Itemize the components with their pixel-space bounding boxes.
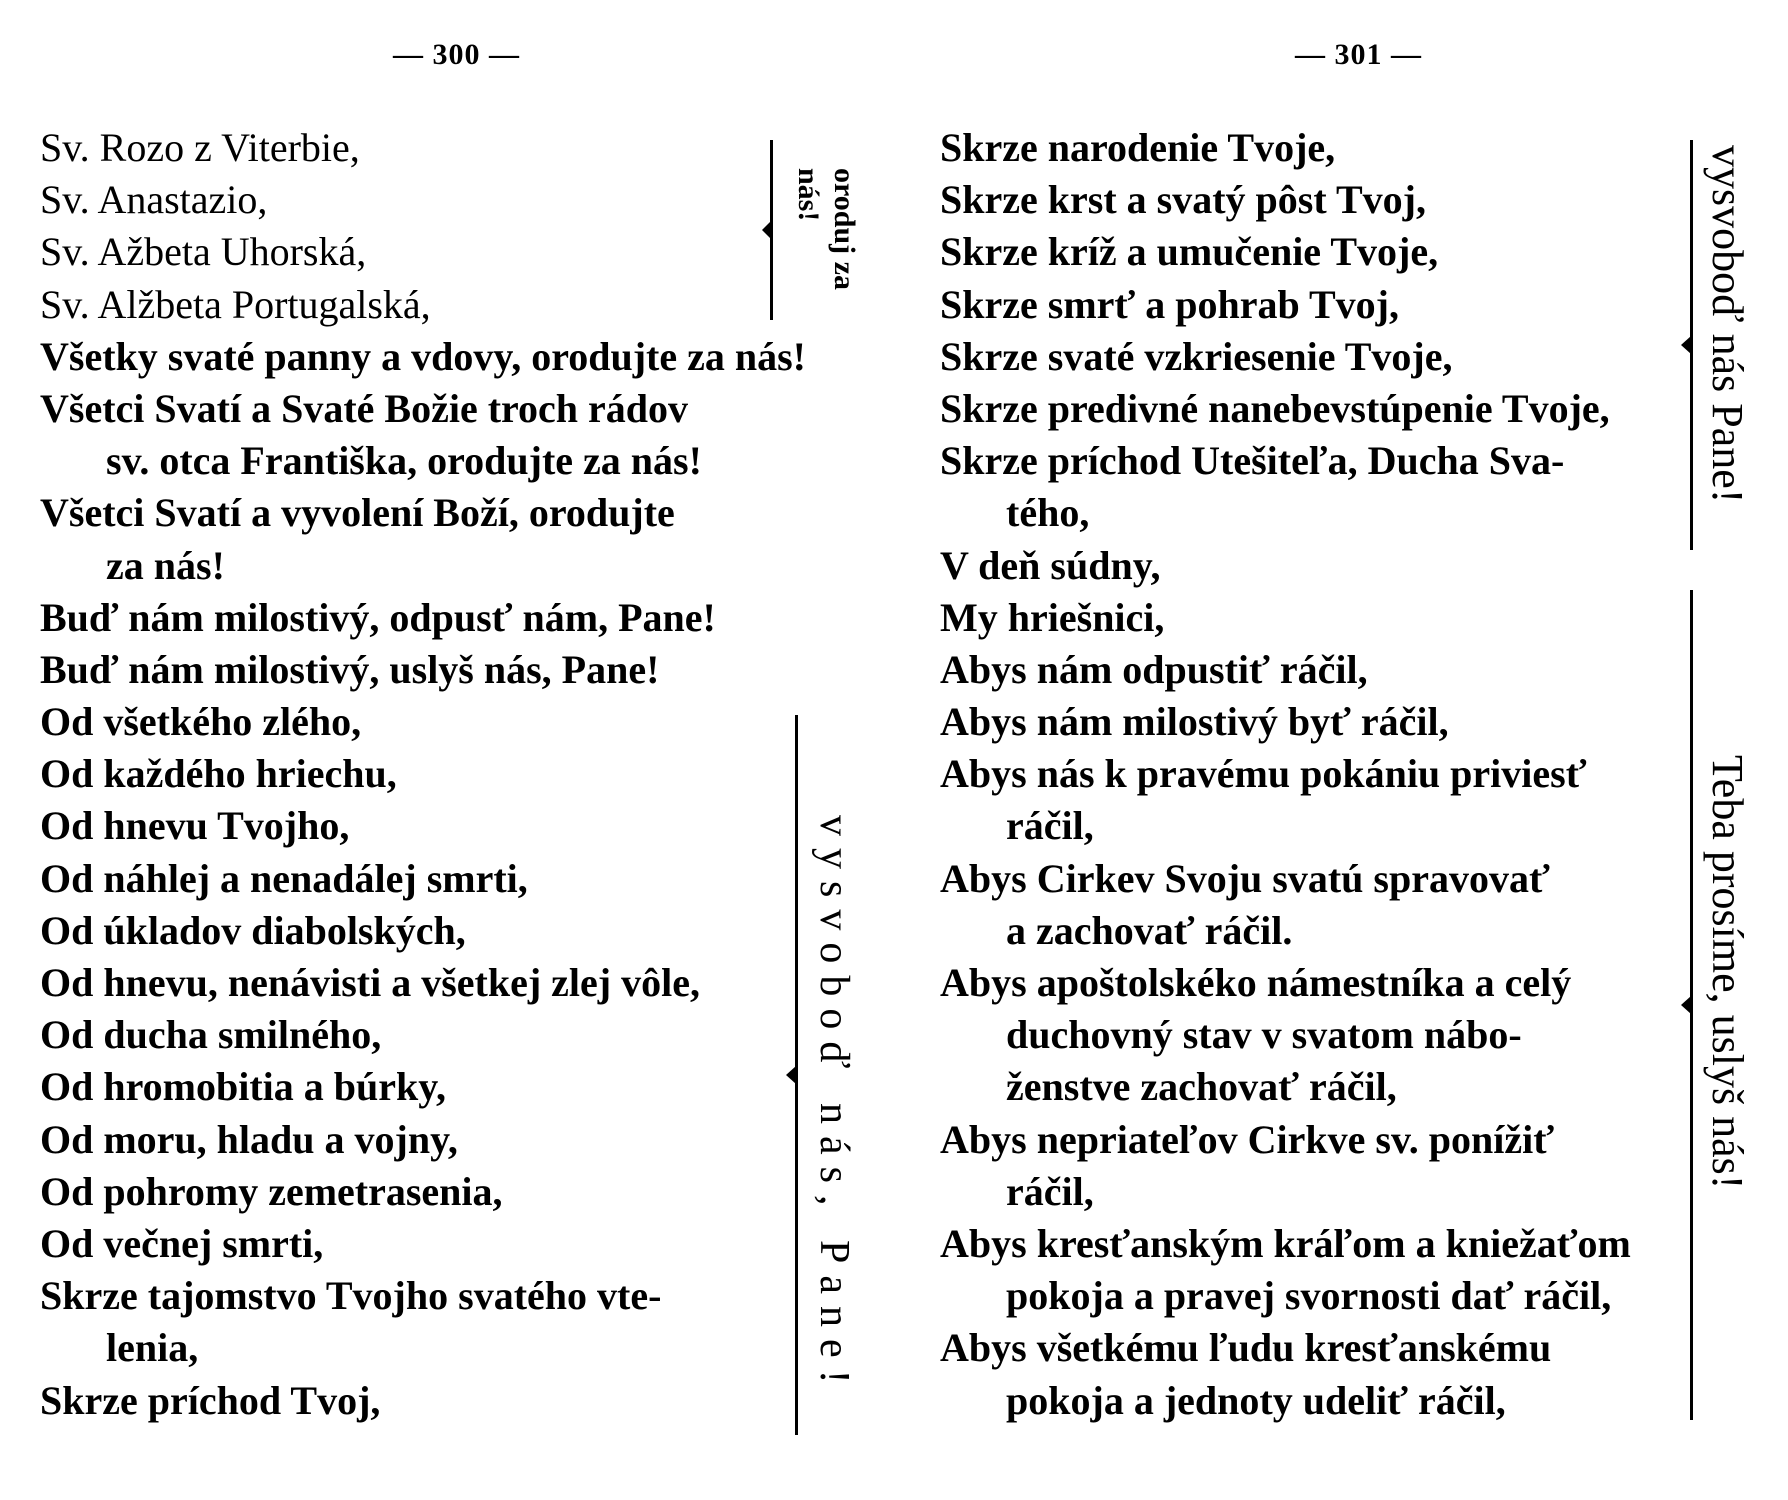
response-teba-prosime: Teba prosíme, uslyš nás! (1703, 755, 1752, 1190)
response-vysvobod-left: vysvoboď nás, Pane! (811, 815, 857, 1396)
litany-line: za nás! (106, 542, 225, 588)
litany-line: Od ducha smilného, (40, 1012, 382, 1058)
litany-line: Skrze smrť a pohrab Tvoj, (940, 281, 1400, 327)
page-number-left: — 300 — (393, 38, 520, 71)
litany-line: Od úkladov diabolských, (40, 907, 466, 953)
response-oroduj-za-nas: oroduj za nás! (792, 168, 861, 290)
litany-line: Od náhlej a nenadálej smrti, (40, 855, 528, 901)
litany-line: Buď nám milostivý, odpusť nám, Pane! (40, 594, 716, 640)
litany-line: Všetci Svatí a Svaté Božie troch rádov (40, 385, 689, 431)
litany-line: Skrze kríž a umučenie Tvoje, (940, 229, 1439, 275)
litany-line: Abys nepriateľov Cirkve sv. ponížiť (940, 1116, 1555, 1162)
litany-line: Od hnevu Tvojho, (40, 803, 350, 849)
litany-line: tého, (1006, 490, 1090, 536)
litany-line: a zachovať ráčil. (1006, 907, 1293, 953)
litany-line: pokoja a pravej svornosti dať ráčil, (1006, 1273, 1612, 1319)
litany-line: V deň súdny, (940, 542, 1161, 588)
litany-line: Od hromobitia a búrky, (40, 1064, 447, 1110)
litany-line: Od večnej smrti, (40, 1220, 324, 1266)
litany-line: ráčil, (1006, 803, 1094, 849)
litany-line: Skrze svaté vzkriesenie Tvoje, (940, 333, 1453, 379)
litany-line: ráčil, (1006, 1168, 1094, 1214)
litany-line: Všetci Svatí a vyvolení Boží, orodujte (40, 490, 675, 536)
litany-line: Skrze krst a svatý pôst Tvoj, (940, 177, 1426, 223)
litany-line: Všetky svaté panny a vdovy, orodujte za nás! (40, 333, 806, 379)
litany-line: Skrze tajomstvo Tvojho svatého vte- (40, 1273, 662, 1319)
litany-line: Abys všetkému ľudu kresťanskému (940, 1325, 1552, 1371)
litany-line: Od všetkého zlého, (40, 699, 362, 745)
litany-line: Skrze príchod Utešiteľa, Ducha Sva- (940, 438, 1565, 484)
litany-line: Od hnevu, nenávisti a všetkej zlej vôle, (40, 960, 700, 1005)
litany-line: ženstve zachovať ráčil, (1006, 1064, 1397, 1110)
litany-line: Skrze narodenie Tvoje, (940, 125, 1336, 170)
litany-line: Abys Cirkev Svoju svatú spravovať (940, 855, 1550, 901)
litany-line: Od moru, hladu a vojny, (40, 1116, 458, 1162)
litany-line: Abys apoštolskéko námestníka a celý (940, 960, 1572, 1005)
response-vysvobod-right: vysvoboď nás Pane! (1703, 145, 1752, 504)
litany-line: sv. otca Františka, orodujte za nás! (106, 438, 702, 484)
litany-line: Sv. Ažbeta Uhorská, (40, 229, 367, 275)
litany-column-left (40, 122, 860, 1427)
litany-line: Abys nám milostivý byť ráčil, (940, 699, 1449, 745)
litany-line: My hriešnici, (940, 594, 1165, 640)
litany-line: duchovný stav v svatom nábo- (1006, 1012, 1522, 1058)
litany-line: Sv. Alžbeta Portugalská, (40, 281, 431, 327)
litany-line: Skrze príchod Tvoj, (40, 1377, 381, 1423)
litany-line: Abys nám odpustiť ráčil, (940, 646, 1368, 692)
litany-line: Skrze predivné nanebevstúpenie Tvoje, (940, 385, 1610, 431)
page-number-right: — 301 — (1295, 38, 1422, 71)
litany-line: Sv. Anastazio, (40, 177, 268, 223)
litany-line: Sv. Rozo z Viterbie, (40, 125, 360, 170)
litany-line: Abys nás k pravému pokániu priviesť (940, 751, 1587, 797)
litany-column-right (940, 122, 1665, 1427)
litany-line: Od pohromy zemetrasenia, (40, 1168, 503, 1214)
litany-line: Od každého hriechu, (40, 751, 397, 797)
litany-line: lenia, (106, 1325, 199, 1371)
litany-line: Abys kresťanským kráľom a kniežaťom (940, 1220, 1631, 1266)
litany-line: pokoja a jednoty udeliť ráčil, (1006, 1377, 1506, 1423)
litany-line: Buď nám milostivý, uslyš nás, Pane! (40, 646, 660, 692)
